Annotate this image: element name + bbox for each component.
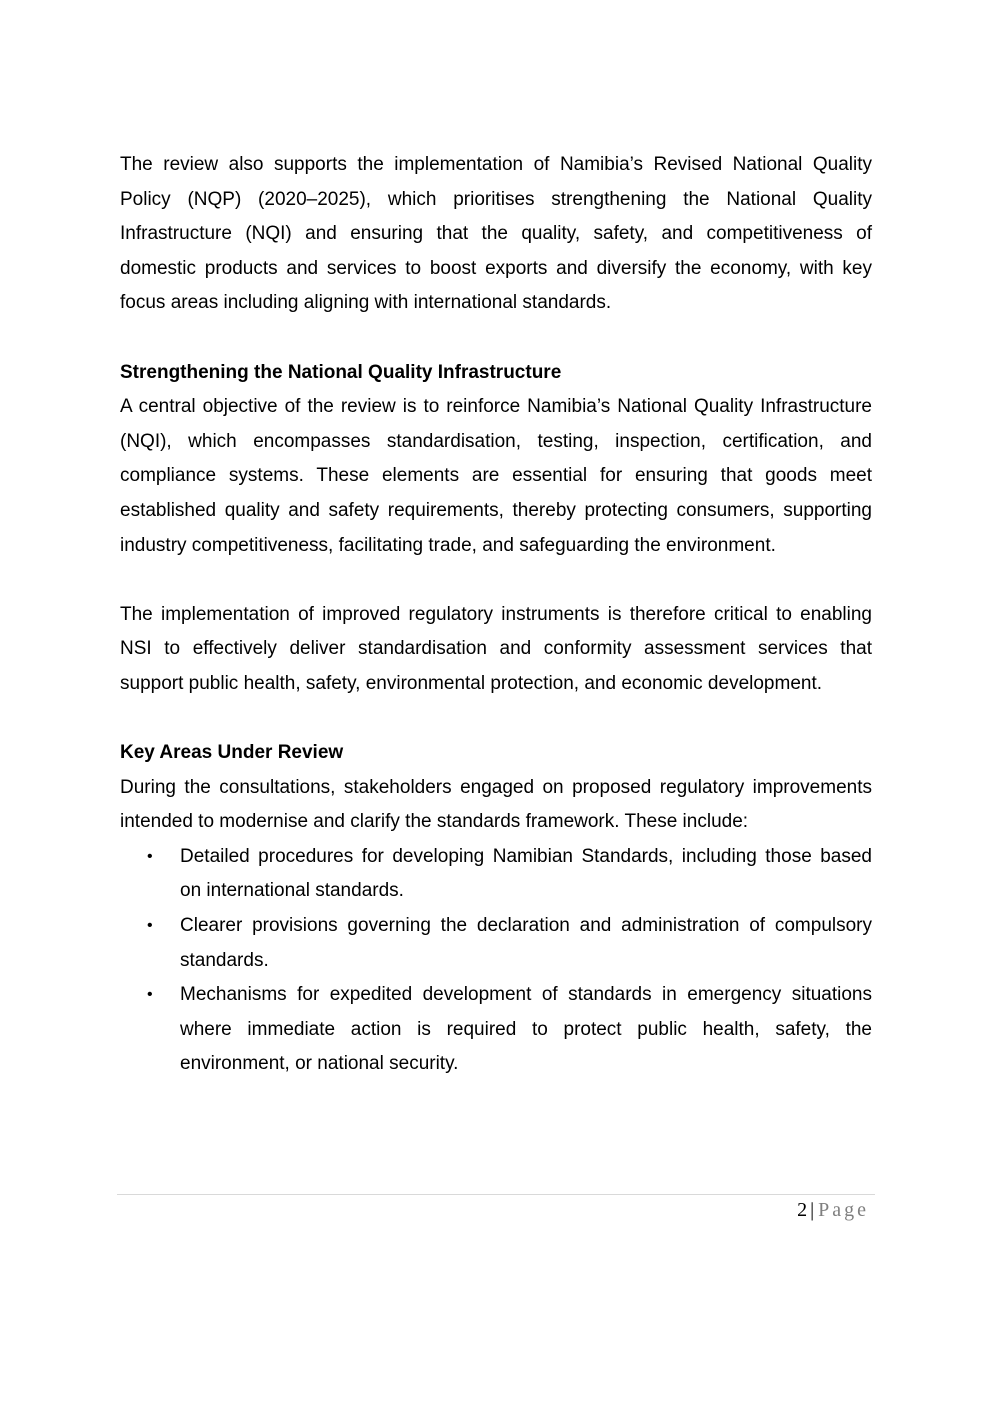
key-areas-list (120, 840, 872, 1082)
list-item (120, 909, 872, 978)
paragraph-gap (120, 702, 872, 737)
footer-divider (117, 1194, 875, 1195)
list-item (120, 978, 872, 1082)
key-areas-paragraph: During the consultations, stakeholders engaged on proposed regulatory improvements intended to modernise and clarify the standards framework. These include: (120, 776, 872, 833)
bullet-icon: • (147, 986, 153, 1004)
bullet-icon: • (147, 917, 153, 935)
section-heading-key-areas: Key Areas Under Review (120, 742, 344, 764)
section-heading-nqi: Strengthening the National Quality Infrastructure (120, 361, 562, 383)
paragraph-gap (120, 563, 872, 598)
page-content (120, 148, 872, 1082)
list-item (120, 840, 872, 909)
list-item-text: Mechanisms for expedited development of standards in emergency situations where immediate action is required to protect public health, safety, the environment, or national security. (180, 984, 872, 1075)
list-item-text: Detailed procedures for developing Namibian Standards, including those based on international standards. (180, 845, 872, 902)
paragraph-gap (120, 321, 872, 356)
page-number: 2 (797, 1199, 808, 1221)
intro-paragraph: The review also supports the implementation of Namibia’s Revised National Quality Policy (NQP) (2020–2025), which prioritises strengthening the National Quality Infrastructure (NQI) and ensuring that the quality, safety, and competitiveness of domestic products and services to boost exports and diversify the economy, with key focus areas including aligning with international standards. (120, 154, 872, 314)
regulatory-instruments-paragraph: The implementation of improved regulatory instruments is therefore critical to enabling NSI to effectively deliver standardisation and conformity assessment services that support public health, safety, environmental protection, and economic development. (120, 603, 872, 694)
footer-separator: | (810, 1199, 815, 1221)
list-item-text: Clearer provisions governing the declaration and administration of compulsory standards. (180, 915, 872, 971)
page-footer (797, 1198, 869, 1222)
bullet-icon: • (147, 847, 153, 865)
page-label: Page (818, 1199, 869, 1221)
nqi-paragraph: A central objective of the review is to reinforce Namibia’s National Quality Infrastructure (NQI), which encompasses standardisation, testing, inspection, certification, and compliance systems. These elements are essential for ensuring that goods meet established quality and safety requirements, thereby protecting consumers, supporting industry competitiveness, facilitating trade, and safeguarding the environment. (120, 396, 872, 556)
